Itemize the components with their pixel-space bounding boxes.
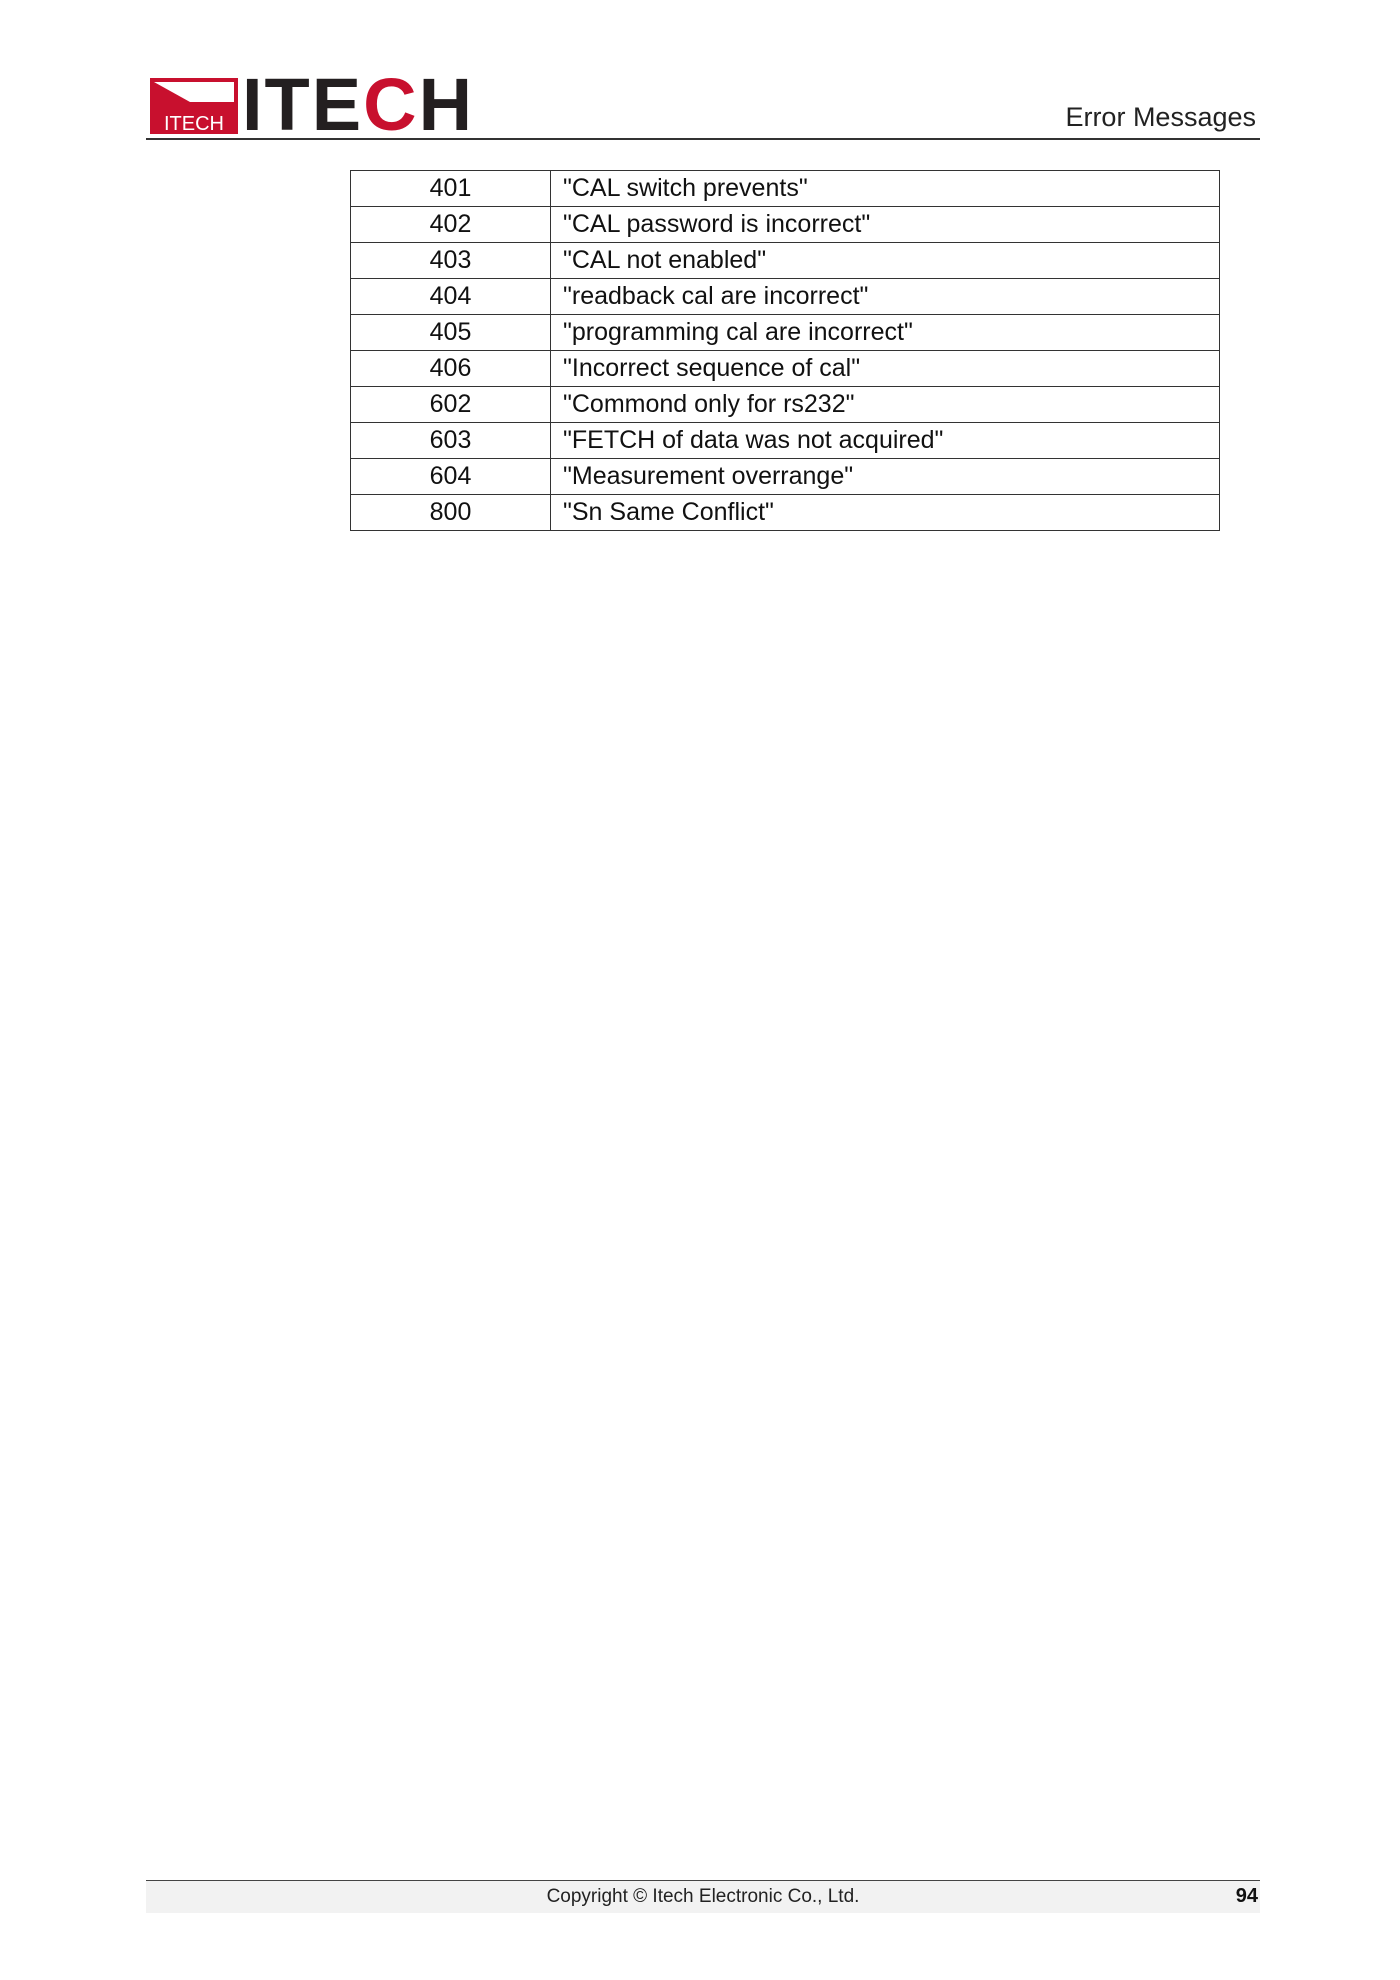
error-message-cell: "Sn Same Conflict" [551,495,1220,531]
logo-badge-text: ITECH [164,113,224,134]
error-code-cell: 603 [351,423,551,459]
error-code-cell: 800 [351,495,551,531]
table-row [351,459,1220,495]
error-code-cell: 602 [351,387,551,423]
table-row [351,171,1220,207]
itech-logo-mark-icon [150,78,238,134]
page-footer [146,1880,1260,1913]
error-code-cell: 403 [351,243,551,279]
table-row [351,351,1220,387]
table-row [351,207,1220,243]
page-header [146,63,1260,146]
table-row [351,387,1220,423]
section-title: Error Messages [1065,102,1256,132]
error-code-cell: 604 [351,459,551,495]
logo-wordmark-ite: ITE [242,63,364,146]
error-code-cell: 401 [351,171,551,207]
table-row [351,423,1220,459]
table-row [351,279,1220,315]
logo-wordmark-c: C [363,63,419,146]
error-code-cell: 402 [351,207,551,243]
error-message-cell: "CAL not enabled" [551,243,1220,279]
itech-logo [150,63,475,146]
table-row [351,315,1220,351]
error-table-body [351,171,1220,531]
copyright-text: Copyright © Itech Electronic Co., Ltd. [546,1886,860,1907]
table-row [351,495,1220,531]
error-message-cell: "programming cal are incorrect" [551,315,1220,351]
error-message-cell: "Commond only for rs232" [551,387,1220,423]
page-number: 94 [1235,1885,1258,1907]
error-messages-table [350,170,1220,531]
logo-wordmark [242,63,475,146]
error-message-cell: "CAL switch prevents" [551,171,1220,207]
logo-wordmark-h: H [418,63,475,146]
error-message-cell: "CAL password is incorrect" [551,207,1220,243]
error-message-cell: "FETCH of data was not acquired" [551,423,1220,459]
error-message-cell: "Incorrect sequence of cal" [551,351,1220,387]
error-code-cell: 405 [351,315,551,351]
error-message-cell: "readback cal are incorrect" [551,279,1220,315]
table-row [351,243,1220,279]
error-message-cell: "Measurement overrange" [551,459,1220,495]
error-code-cell: 404 [351,279,551,315]
error-code-cell: 406 [351,351,551,387]
